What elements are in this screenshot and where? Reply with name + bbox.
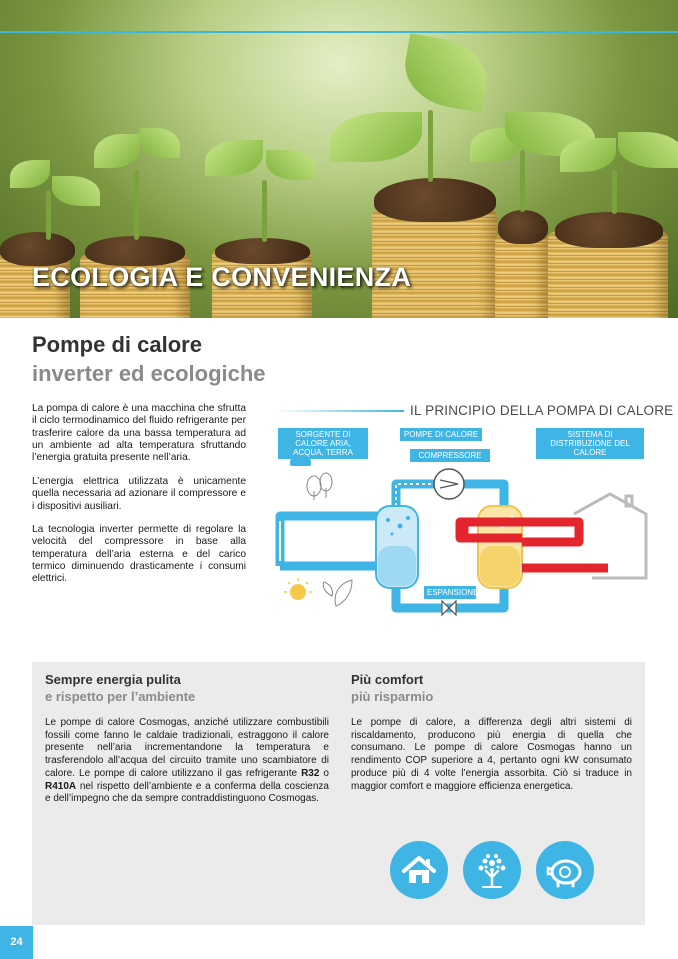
diagram-title: IL PRINCIPIO DELLA POMPA DI CALORE <box>410 403 674 418</box>
sprout-stem <box>262 180 267 242</box>
soil <box>555 212 663 248</box>
sprout-leaf <box>10 160 50 188</box>
right-column-subtitle: più risparmio <box>351 689 434 704</box>
left-column-subtitle: e rispetto per l’ambiente <box>45 689 196 704</box>
sprout-leaf <box>266 150 316 180</box>
soil <box>0 232 75 266</box>
sprout-leaf <box>399 33 493 113</box>
title-rule <box>274 410 404 412</box>
right-column-text: Le pompe di calore, a differenza degli altri sistemi di riscaldamento, producono più energia di quella che consumano. Le pompe di calore Cosmogas hanno un rendimento COP superiore a 4, pertanto ogni kW consumato produce più di 4 volte l’energia assorbita. Ciò si traduce in maggior comfort e maggiore efficienza energetica. <box>351 717 632 792</box>
compressor-label: COMPRESSORE <box>410 449 490 462</box>
page-number: 24 <box>0 926 33 959</box>
house-icon <box>390 841 448 899</box>
piggy-bank-icon <box>536 841 594 899</box>
soil <box>215 238 310 264</box>
sprout-stem <box>134 170 139 240</box>
hero-title: ECOLOGIA E CONVENIENZA <box>32 262 412 292</box>
page-subtitle: inverter ed ecologiche <box>32 361 266 386</box>
heat-pump-diagram <box>274 396 674 626</box>
page-title: Pompe di calore <box>32 332 202 357</box>
heat-source-label: SORGENTE DI CALORE ARIA, ACQUA, TERRA <box>278 428 368 459</box>
sprout-leaf <box>330 112 422 162</box>
evaporator-tank <box>376 506 418 588</box>
sprout-leaf <box>94 134 140 168</box>
expansion-label: ESPANSIONE <box>424 586 476 599</box>
tree-icon <box>463 841 521 899</box>
left-text-b: o <box>319 767 329 779</box>
hero-top-line <box>0 31 678 33</box>
cold-loop <box>280 516 378 566</box>
expansion-valve-icon <box>442 601 456 615</box>
coin-stack <box>495 235 550 318</box>
r410a-label: R410A <box>45 780 77 792</box>
sprout-leaf <box>52 176 100 206</box>
sprout-leaf <box>140 128 180 158</box>
leaf-icon <box>323 580 352 606</box>
intro-paragraph: La tecnologia inverter permette di regolare la velocità del compressore in base alla temperatura dell’aria esterna e del carico termico diminuendo drasticamente i consumi elettrici. <box>32 524 246 585</box>
intro-paragraph: La pompa di calore è una macchina che sfrutta il ciclo termodinamico del fluido refrigerante per trasferire calore da una bassa temperatura ad un ambiente ad alta temperatura sfruttando l’energia gratuita presente nell’aria. <box>32 403 246 464</box>
left-column-title: Sempre energia pulita <box>45 672 181 687</box>
soil <box>374 178 496 222</box>
r32-label: R32 <box>301 767 320 779</box>
soil <box>498 210 548 244</box>
sprout-leaf <box>618 132 678 168</box>
compressor-icon <box>434 469 464 499</box>
sprout-stem <box>612 170 617 214</box>
left-column-text <box>45 717 329 806</box>
sprout-stem <box>428 110 433 182</box>
sprout-stem <box>520 150 525 212</box>
left-text-a: Le pompe di calore Cosmogas, anziché utilizzare combustibili fossili come fanno le caldaie tradizionali, estraggono il calore presente nell’aria incrementandone la temperatura e trasferendolo all’acqua del circuito tramite uno scambiatore di calore. Le pompe di calore utilizzano il gas refrigerante <box>45 717 329 779</box>
sun-icon <box>284 578 312 600</box>
distribution-label: SISTEMA DI DISTRIBUZIONE DEL CALORE <box>536 428 644 459</box>
sprout-stem <box>46 190 51 240</box>
intro-paragraph: L’energia elettrica utilizzata è unicamente quella necessaria ad azionare il compressore e i dispositivi ausiliari. <box>32 476 246 512</box>
right-column-title: Più comfort <box>351 672 424 687</box>
sprout-leaf <box>205 140 263 176</box>
hero-image <box>0 0 678 318</box>
heat-pump-label: POMPE DI CALORE <box>400 428 482 441</box>
left-text-c: nel rispetto dell’ambiente e a conferma della coscienza e dell’impegno che da sempre contraddistinguono Cosmogas. <box>45 780 329 805</box>
trees-icon <box>307 473 332 500</box>
